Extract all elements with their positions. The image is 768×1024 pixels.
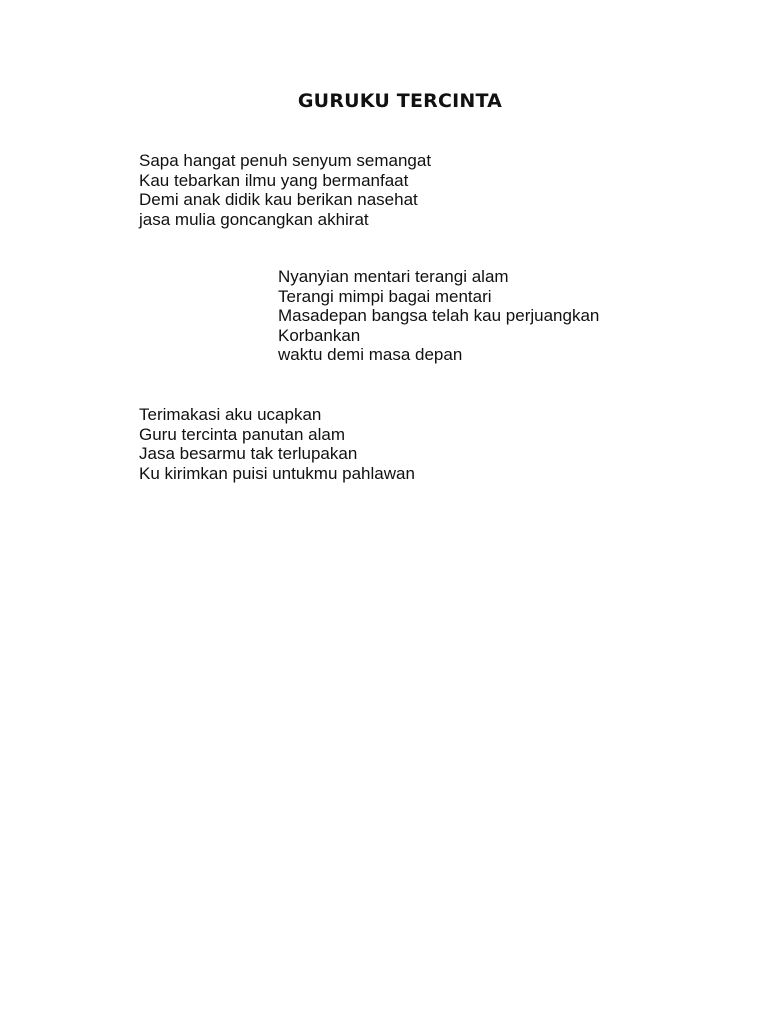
stanza-1 xyxy=(139,151,431,229)
poem-line: Demi anak didik kau berikan nasehat xyxy=(139,190,418,209)
poem-title: GURUKU TERCINTA xyxy=(297,90,503,112)
poem-line: Jasa besarmu tak terlupakan xyxy=(139,444,358,463)
poem-line: Terangi mimpi bagai mentari xyxy=(278,286,492,306)
poem-line: Sapa hangat penuh senyum semangat xyxy=(139,151,432,170)
poem-line: jasa mulia goncangkan akhirat xyxy=(139,209,369,229)
poem-line: Nyanyian mentari terangi alam xyxy=(278,267,509,286)
poem-line: Korbankan xyxy=(278,325,361,345)
poem-line: waktu demi masa depan xyxy=(278,345,463,364)
poem-line: Masadepan bangsa telah kau perjuangkan xyxy=(278,306,600,325)
poem-line: Ku kirimkan puisi untukmu pahlawan xyxy=(139,463,415,483)
poem-line: Terimakasi aku ucapkan xyxy=(139,405,322,424)
stanza-3 xyxy=(139,405,415,483)
poem-line: Guru tercinta panutan alam xyxy=(139,424,346,444)
poem-line: Kau tebarkan ilmu yang bermanfaat xyxy=(139,170,409,190)
stanza-2 xyxy=(278,267,599,365)
